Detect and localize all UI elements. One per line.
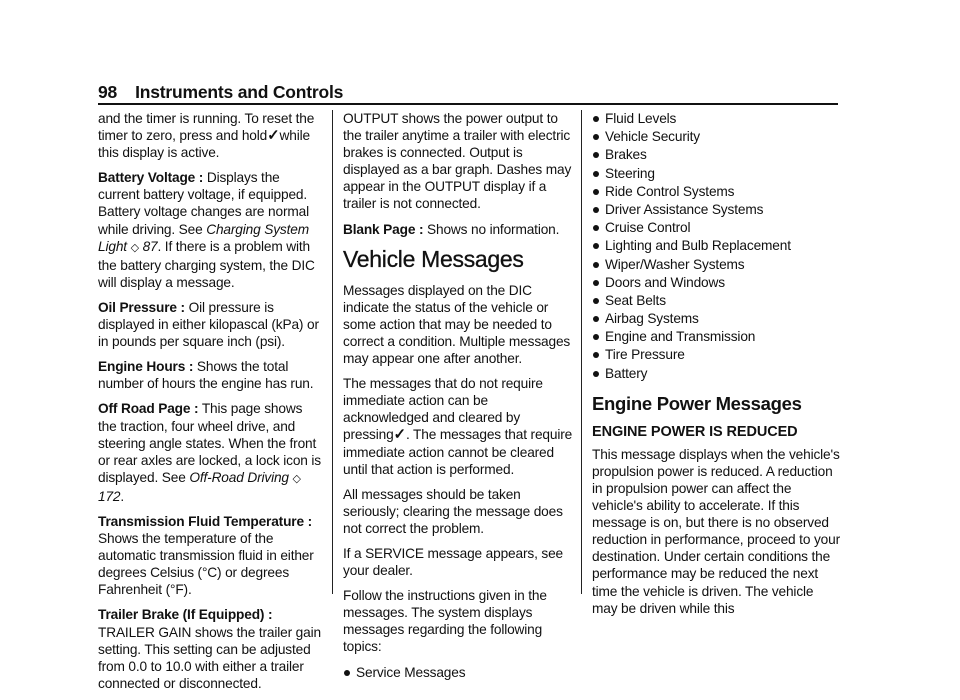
bullet-icon <box>593 225 599 231</box>
charging-system-light-link[interactable]: Charging System Light <box>98 221 309 254</box>
column-left <box>98 110 322 700</box>
off-road-driving-link[interactable]: Off-Road Driving <box>189 469 289 485</box>
charging-system-page-ref[interactable]: 87 <box>142 238 158 254</box>
bullet-icon <box>593 116 599 122</box>
off-road-paragraph: Off Road Page : This page shows the traction, four wheel drive, and steering angle states. When the front or rear axles are locked, a lock icon is displayed. See Off-Road Driving ◇ 172. <box>98 401 321 504</box>
messages-serious-paragraph: All messages should be taken seriously; clearing the message does not correct the problem. <box>343 486 563 536</box>
checkmark-icon: ✓ <box>393 426 406 444</box>
service-message-paragraph: If a SERVICE message appears, see your dealer. <box>343 545 563 579</box>
timer-paragraph: and the timer is running. To reset the timer to zero, press and hold✓while this display is active. <box>98 111 315 161</box>
section-title: Instruments and Controls <box>135 82 344 102</box>
oil-pressure-label: Oil Pressure : <box>98 299 185 315</box>
page-ref-arrow-icon: ◇ <box>130 241 139 254</box>
list-item: Cruise Control <box>592 219 840 237</box>
follow-instructions-paragraph: Follow the instructions given in the messages. The system displays messages regarding the following topics: <box>343 588 547 655</box>
engine-power-reduced-subheading: ENGINE POWER IS REDUCED <box>592 423 798 440</box>
output-paragraph: OUTPUT shows the power output to the trailer anytime a trailer with electric brakes is connected. Output is displayed as a bar graph. Dashes may appear in the OUTPUT display if a trailer is not connected. <box>343 111 572 212</box>
list-item: Airbag Systems <box>592 310 840 328</box>
trailer-brake-paragraph: Trailer Brake (If Equipped) : TRAILER GAIN shows the trailer gain setting. This setting can be adjusted from 0.0 to 10.0 with either a trailer connected or disconnected. <box>98 607 321 691</box>
bullet-icon <box>593 334 599 340</box>
page-number: 98 <box>98 82 118 102</box>
oil-pressure-paragraph: Oil Pressure : Oil pressure is displayed in either kilopascal (kPa) or in pounds per square inch (psi). <box>98 299 319 350</box>
bullet-icon <box>593 152 599 158</box>
list-item: Steering <box>592 165 840 183</box>
list-item: Lighting and Bulb Replacement <box>592 237 840 255</box>
checkmark-icon: ✓ <box>267 127 280 145</box>
page-ref-arrow-icon: ◇ <box>292 472 301 485</box>
off-road-page-ref[interactable]: 172 <box>98 488 121 504</box>
engine-power-reduced-paragraph: This message displays when the vehicle's propulsion power is reduced. A reduction in propulsion power can affect the vehicle's ability to accelerate. If this message is on, but there is no observed reduction in performance, proceed to your destination. Under certain conditions the performance may be reduced the next time the vehicle is driven. The vehicle may be driven while this <box>592 446 840 616</box>
bullet-icon <box>593 207 599 213</box>
column-divider-right <box>581 110 582 594</box>
bullet-icon <box>593 262 599 268</box>
engine-power-messages-heading: Engine Power Messages <box>592 392 802 414</box>
list-item: Doors and Windows <box>592 274 840 292</box>
bullet-icon <box>593 371 599 377</box>
list-item: Service Messages <box>343 664 576 682</box>
list-item: Vehicle Security <box>592 128 840 146</box>
bullet-icon <box>593 352 599 358</box>
battery-voltage-label: Battery Voltage : <box>98 170 204 186</box>
transmission-temp-paragraph: Transmission Fluid Temperature : Shows the temperature of the automatic transmission fluid in either degrees Celsius (°C) or degrees Fahrenheit (°F). <box>98 513 314 598</box>
list-item: Ride Control Systems <box>592 183 840 201</box>
topics-list-start <box>343 664 576 682</box>
messages-acknowledge-paragraph: The messages that do not require immediate action can be acknowledged and cleared by pressing✓. The messages that require immediate action cannot be cleared until that action is performed. <box>343 376 573 477</box>
list-item: Tire Pressure <box>592 346 840 364</box>
transmission-temp-label: Transmission Fluid Temperature : <box>98 513 312 529</box>
bullet-icon <box>593 298 599 304</box>
column-middle <box>343 110 576 682</box>
list-item: Engine and Transmission <box>592 328 840 346</box>
column-divider-left <box>332 110 333 594</box>
engine-hours-label: Engine Hours : <box>98 359 194 375</box>
bullet-icon <box>593 171 599 177</box>
list-item: Battery <box>592 365 840 383</box>
header-rule <box>98 103 838 105</box>
engine-hours-paragraph: Engine Hours : Shows the total number of hours the engine has run. <box>98 359 314 392</box>
trailer-brake-label: Trailer Brake (If Equipped) : <box>98 607 273 623</box>
messages-status-paragraph: Messages displayed on the DIC indicate the status of the vehicle or some action that may be needed to correct a condition. Multiple messages may appear one after another. <box>343 282 571 367</box>
vehicle-messages-heading: Vehicle Messages <box>343 245 524 272</box>
list-item: Brakes <box>592 146 840 164</box>
bullet-icon <box>593 189 599 195</box>
list-item: Wiper/Washer Systems <box>592 256 840 274</box>
column-right <box>592 110 840 625</box>
bullet-icon <box>344 670 350 676</box>
list-item: Driver Assistance Systems <box>592 201 840 219</box>
blank-page-paragraph: Blank Page : Shows no information. <box>343 221 560 237</box>
list-item: Fluid Levels <box>592 110 840 128</box>
bullet-icon <box>593 243 599 249</box>
topics-list-continued <box>592 110 840 383</box>
bullet-icon <box>593 134 599 140</box>
bullet-icon <box>593 316 599 322</box>
off-road-label: Off Road Page : <box>98 401 199 417</box>
bullet-icon <box>593 280 599 286</box>
list-item: Seat Belts <box>592 292 840 310</box>
blank-page-label: Blank Page : <box>343 221 424 237</box>
battery-voltage-paragraph: Battery Voltage : Displays the current battery voltage, if equipped. Battery voltage changes are normal while driving. See Charging System Light ◇ 87. If there is a problem with the battery charging system, the DIC will display a message. <box>98 170 315 290</box>
